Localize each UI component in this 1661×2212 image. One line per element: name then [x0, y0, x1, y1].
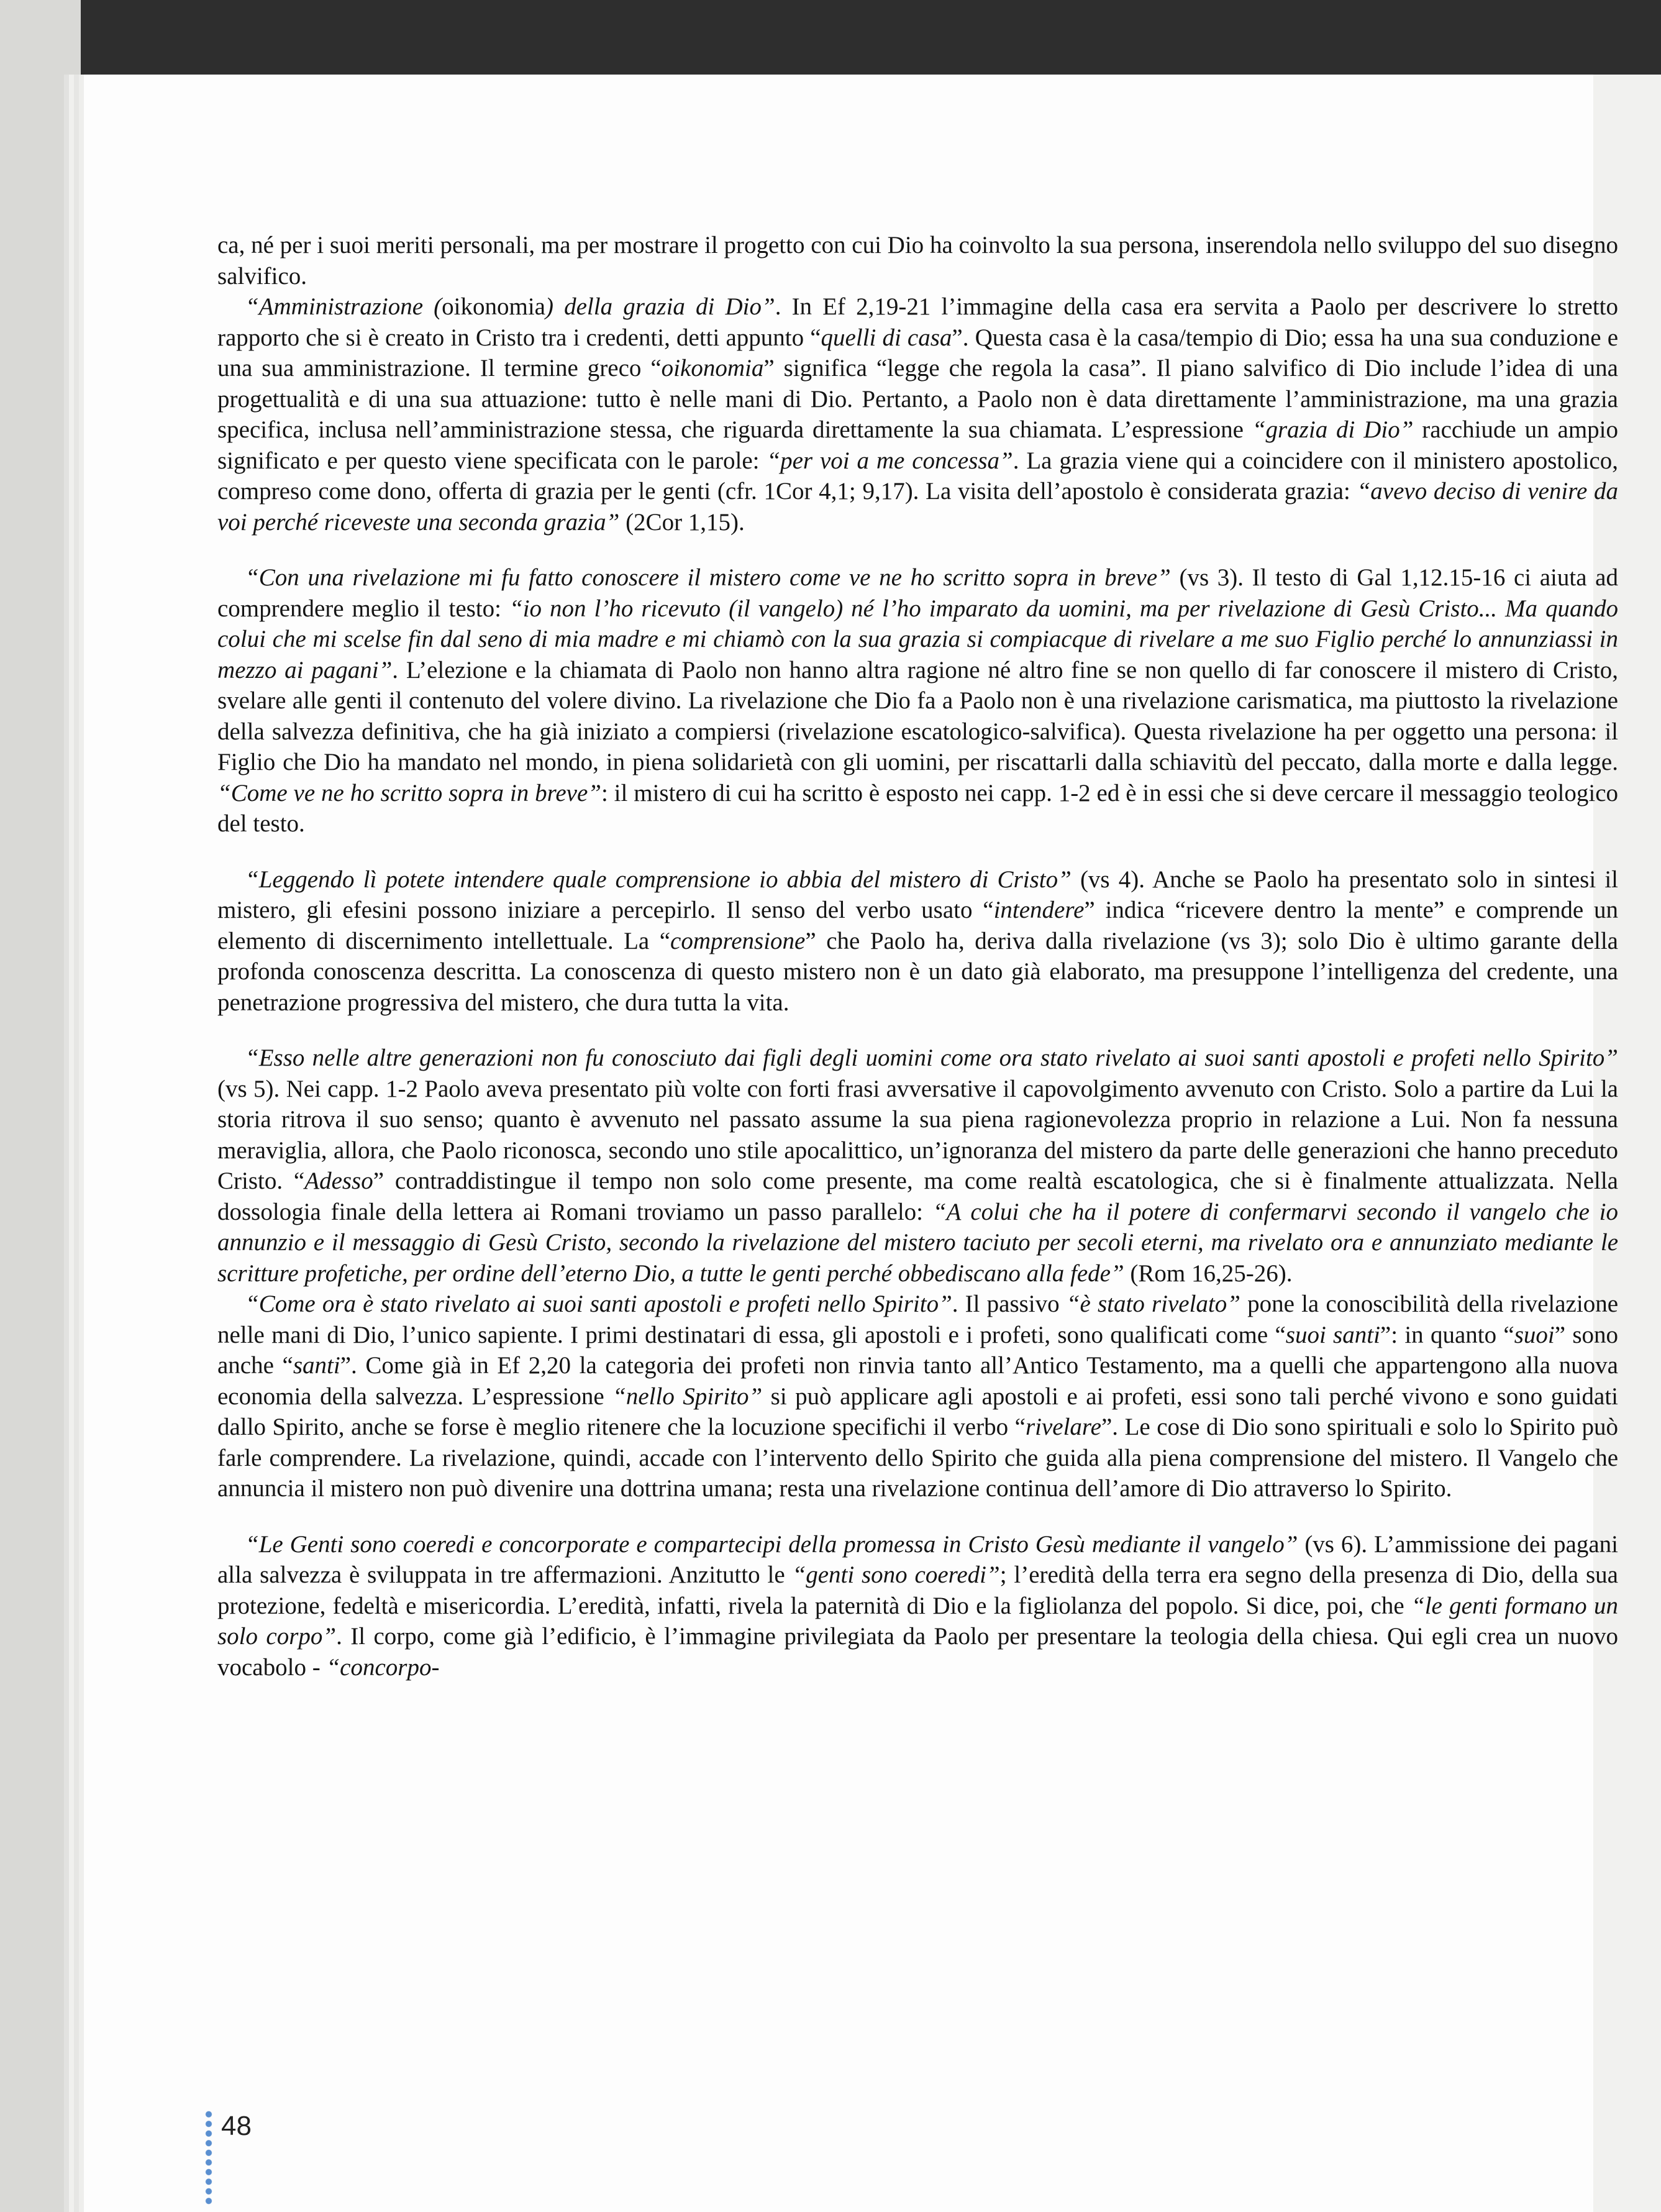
italic-text: “io non l’ho ricevuto (il vangelo) né l’ho imparato da uomini, ma per rivelazione di Gesù Cristo... Ma quando colui che mi scelse fin dal seno di mia madre e mi chiamò con la sua grazia si compiacque di rivelare a me suo Figlio perché lo annunziassi in mezzo ai pagani” — [217, 595, 1618, 683]
text-run: ” indica “ricevere dentro la mente” e comprende un elemento di discernimento intellettuale. La “ — [217, 897, 1618, 954]
paragraph — [217, 230, 1618, 291]
text-run: . Il corpo, come già l’edificio, è l’immagine privilegiata da Paolo per presentare la teologia della chiesa. Qui egli crea un nuovo vocabolo - — [217, 1623, 1618, 1681]
text-run: (vs 4). Anche se Paolo ha presentato solo in sintesi il mistero, gli efesini possono iniziare a percepirlo. Il senso del verbo usato “ — [217, 866, 1618, 923]
italic-text: “è stato rivelato” — [1066, 1291, 1240, 1317]
text-run: (vs 6). L’ammissione dei pagani alla salvezza è sviluppata in tre affermazioni. Anzitutto le — [217, 1530, 1618, 1588]
text-run: (Rom 16,25-26). — [1124, 1259, 1293, 1287]
text-run: ” sono anche “ — [217, 1321, 1619, 1379]
dotted-line-decoration — [205, 2109, 212, 2206]
italic-text: “grazia di Dio” — [1252, 416, 1414, 443]
text-run: ” contraddistingue il tempo non solo come presente, ma come realtà escatologica, che si è finalmente attualizzata. Nella dossologia finale della lettera ai Romani troviamo un passo parallelo: — [217, 1168, 1618, 1225]
italic-text: ) della grazia di Dio” — [545, 293, 775, 320]
italic-text: suoi santi — [1285, 1321, 1380, 1348]
text-run: oikonomia — [442, 293, 545, 320]
italic-text: intendere — [993, 897, 1085, 923]
italic-text: “concorpo- — [326, 1653, 440, 1681]
italic-text: “Come ora è stato rivelato ai suoi santi apostoli e profeti nello Spirito” — [245, 1291, 952, 1317]
paragraph — [217, 1289, 1618, 1504]
text-run: ca, né per i suoi meriti personali, ma per mostrare il progetto con cui Dio ha coinvolto la sua persona, inserendola nello sviluppo del suo disegno salvifico. — [217, 232, 1618, 290]
paragraph — [217, 1043, 1618, 1289]
text-run: ; l’eredità della terra era segno della presenza di Dio, della sua protezione, fedeltà e misericordia. L’eredità, infatti, rivela la paternità di Dio e la figliolanza del popolo. Si dice, poi, che — [217, 1561, 1618, 1619]
paragraph — [217, 864, 1618, 1018]
text-run: . In Ef 2,19-21 l’immagine della casa era servita a Paolo per descrivere lo stretto rapporto che si è creato in Cristo tra i credenti, detti appunto “ — [217, 293, 1619, 351]
page-body-text — [217, 230, 1618, 1683]
italic-text: “avevo deciso di venire da voi perché riceveste una seconda grazia” — [217, 478, 1618, 536]
italic-text: “per voi a me concessa” — [767, 447, 1013, 474]
italic-text: quelli di casa — [821, 324, 952, 351]
italic-text: comprensione — [670, 927, 806, 954]
text-run: (vs 3). Il testo di Gal 1,12.15-16 ci aiuta ad comprendere meglio il testo: — [217, 564, 1618, 622]
text-run: (2Cor 1,15). — [619, 508, 745, 536]
italic-text: “Amministrazione ( — [245, 293, 442, 320]
paragraph — [217, 562, 1618, 839]
paragraph — [217, 1529, 1618, 1683]
italic-text: “nello Spirito” — [612, 1382, 763, 1410]
italic-text: “Leggendo lì potete intendere quale comprensione io abbia del mistero di Cristo” — [245, 866, 1072, 893]
italic-text: rivelare — [1025, 1414, 1101, 1440]
text-run: racchiude un ampio significato e per questo viene specificata con le parole: — [217, 416, 1618, 474]
italic-text: “A colui che ha il potere di confermarvi secondo il vangelo che io annunzio e il messaggio di Gesù Cristo, secondo la rivelazione del mistero taciuto per secoli eterni, ma rivelato ora e annunziato mediante le scritture profetiche, per ordine dell’eterno Dio, a tutte le genti perché obbediscano alla fede” — [217, 1198, 1618, 1287]
text-run: ” significa “legge che regola la casa”. Il piano salvifico di Dio include l’idea di una progettualità e di una sua attuazione: tutto è nelle mani di Dio. Pertanto, a Paolo non è data direttamente l’amministrazione, ma una grazia specifica, inclusa nell’amministrazione stessa, che riguarda direttamente la sua chiamata. L’espressione — [217, 355, 1618, 443]
text-run: ”. Questa casa è la casa/tempio di Dio; essa ha una sua conduzione e una sua amministrazione. Il termine greco “ — [217, 324, 1619, 382]
text-run: ”. Le cose di Dio sono spirituali e solo lo Spirito può farle comprendere. La rivelazione, quindi, accade con l’intervento dello Spirito che guida alla piena comprensione del mistero. Il Vangelo che annuncia il mistero non può divenire una dottrina umana; resta una rivelazione continua dell’amore di Dio attraverso lo Spirito. — [217, 1414, 1618, 1502]
paragraph — [217, 291, 1618, 537]
text-run: ”. Come già in Ef 2,20 la categoria dei profeti non rinvia tanto all’Antico Testamento, ma a quelli che appartengono alla nuova economia della salvezza. L’espressione — [217, 1352, 1618, 1410]
text-run: : il mistero di cui ha scritto è esposto nei capp. 1-2 ed è in essi che si deve cercare il messaggio teologico del testo. — [217, 779, 1619, 837]
text-run: . L’elezione e la chiamata di Paolo non hanno altra ragione né altro fine se non quello di far conoscere il mistero di Cristo, svelare alle genti il contenuto del volere divino. La rivelazione che Dio fa a Paolo non è una rivelazione carismatica, ma piuttosto la rivelazione della salvezza definitiva, che ha già iniziato a compiersi (rivelazione escatologico-salvifica). Questa rivelazione ha per oggetto una persona: il Figlio che Dio ha mandato nel mondo, in piena solidarietà con gli uomini, per riscattarli dalla schiavitù del peccato, dalla morte e dalla legge. — [217, 656, 1618, 775]
text-run: . La grazia viene qui a coincidere con il ministero apostolico, compreso come dono, offerta di grazia per le genti (cfr. 1Cor 4,1; 9,17). La visita dell’apostolo è considerata grazia: — [217, 447, 1618, 505]
italic-text: “Come ve ne ho scritto sopra in breve” — [217, 779, 601, 807]
text-run: (vs 5). Nei capp. 1-2 Paolo aveva presentato più volte con forti frasi avversative il capovolgimento avvenuto con Cristo. Solo a partire da Lui la storia ritrova il suo senso; quanto è avvenuto nel passato assume la sua piena ragionevolezza proprio in relazione a Lui. Non fa nessuna meraviglia, allora, che Paolo riconosca, secondo uno stile apocalittico, un’ignoranza del mistero da parte delle generazioni che hanno preceduto Cristo. “ — [217, 1075, 1618, 1194]
italic-text: santi — [293, 1352, 340, 1379]
text-run: si può applicare agli apostoli e ai profeti, essi sono tali perché vivono e sono guidati dallo Spirito, anche se forse è meglio ritenere che la locuzione specifichi il verbo “ — [217, 1382, 1618, 1440]
book-page — [84, 75, 1619, 2212]
italic-text: “Esso nelle altre generazioni non fu conosciuto dai figli degli uomini come ora stato rivelato ai suoi santi apostoli e profeti nello Spirito” — [245, 1044, 1618, 1071]
italic-text: “genti sono coeredi” — [792, 1561, 1000, 1588]
italic-text: “Le Genti sono coeredi e concorporate e compartecipi della promessa in Cristo Gesù mediante il vangelo” — [245, 1530, 1298, 1558]
italic-text: suoi — [1514, 1321, 1555, 1348]
italic-text: oikonomia — [661, 355, 764, 382]
book-cover-edge — [81, 0, 1661, 87]
page-number: 48 — [221, 2111, 252, 2141]
text-run: . Il passivo — [952, 1291, 1067, 1317]
italic-text: “le genti formano un solo corpo” — [217, 1592, 1618, 1650]
text-run: ” che Paolo ha, deriva dalla rivelazione (vs 3); solo Dio è ultimo garante della profonda conoscenza descritta. La conoscenza di questo mistero non è un dato già elaborato, ma presuppone l’intelligenza del credente, una penetrazione progressiva del mistero, che dura tutta la vita. — [217, 927, 1618, 1016]
text-run: ”: in quanto “ — [1380, 1321, 1514, 1348]
text-run: pone la conoscibilità della rivelazione nelle mani di Dio, l’unico sapiente. I primi destinatari di essa, gli apostoli e i profeti, sono qualificati come “ — [217, 1291, 1619, 1348]
italic-text: Adesso — [304, 1168, 373, 1194]
italic-text: “Con una rivelazione mi fu fatto conoscere il mistero come ve ne ho scritto sopra in breve” — [245, 564, 1171, 591]
